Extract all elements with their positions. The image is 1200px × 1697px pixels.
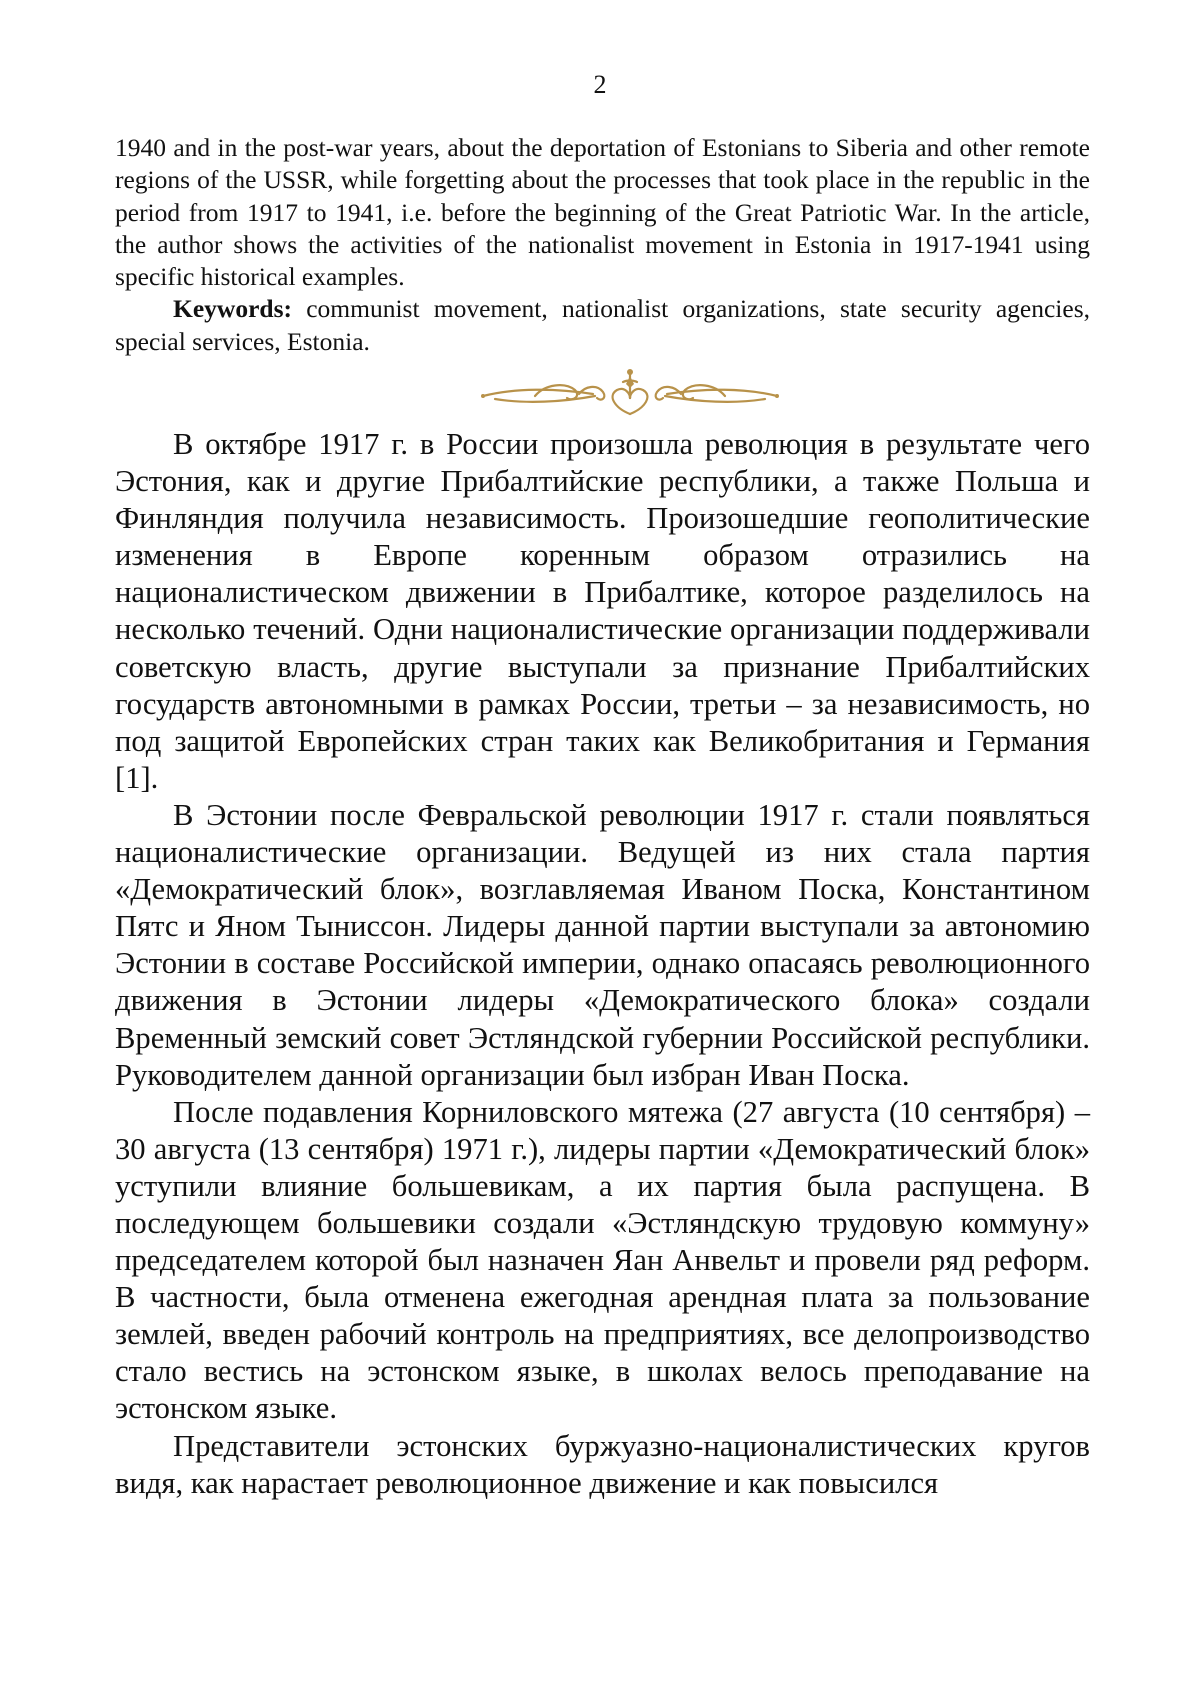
body-paragraph-4: Представители эстонских буржуазно-националистических кругов видя, как нарастает революционное движение и как повысился [115,1428,1090,1500]
body-paragraph-1: В октябре 1917 г. в России произошла революция в результате чего Эстония, как и другие Прибалтийские республики, а также Польша и Финляндия получила независимость. Произошедшие геополитические изменения в Европе коренным образом отразились на националистическом движении в Прибалтике, которое разделилось на несколько течений. Одни националистические организации поддерживали советскую власть, другие выступали за признание Прибалтийских государств автономными в рамках России, третьи – за независимость, но под защитой Европейских стран таких как Великобритания и Германия [1]. [115,427,1090,795]
article-body [115,426,1090,1502]
keywords-label: Keywords: [173,294,292,324]
abstract-section [115,132,1090,358]
page-number: 2 [593,70,607,99]
decorative-flourish-icon [475,366,785,424]
keywords-line [115,293,1090,358]
abstract-continuation: 1940 and in the post-war years, about the deportation of Estonians to Siberia and other remote regions of the USSR, while forgetting about the processes that took place in the republic in the period from 1917 to 1941, i.e. before the beginning of the Great Patriotic War. In the article, the author shows the activities of the nationalist movement in Estonia in 1917-1941 using specific historical examples. [115,133,1090,292]
body-paragraph-2: В Эстонии после Февральской революции 1917 г. стали появляться националистические организации. Ведущей из них стала партия «Демократический блок», возглавляемая Иваном Поска, Константином Пятс и Яном Тыниссон. Лидеры данной партии выступали за автономию Эстонии в составе Российской империи, однако опасаясь революционного движения в Эстонии лидеры «Демократического блока» создали Временный земский совет Эстляндской губернии Российской республики. Руководителем данной организации был избран Иван Поска. [115,797,1090,1092]
body-paragraph-3: После подавления Корниловского мятежа (27 августа (10 сентября) – 30 августа (13 сентября) 1971 г.), лидеры партии «Демократический блок» уступили влияние большевикам, а их партия была распущена. В последующем большевики создали «Эстляндскую трудовую коммуну» председателем которой был назначен Яан Анвельт и провели ряд реформ. В частности, была отменена ежегодная арендная плата за пользование землей, введен рабочий контроль на предприятиях, все делопроизводство стало вестись на эстонском языке, в школах велось преподавание на эстонском языке. [115,1094,1090,1426]
keywords-text: communist movement, nationalist organizations, state security agencies, special services, Estonia. [115,294,1090,356]
